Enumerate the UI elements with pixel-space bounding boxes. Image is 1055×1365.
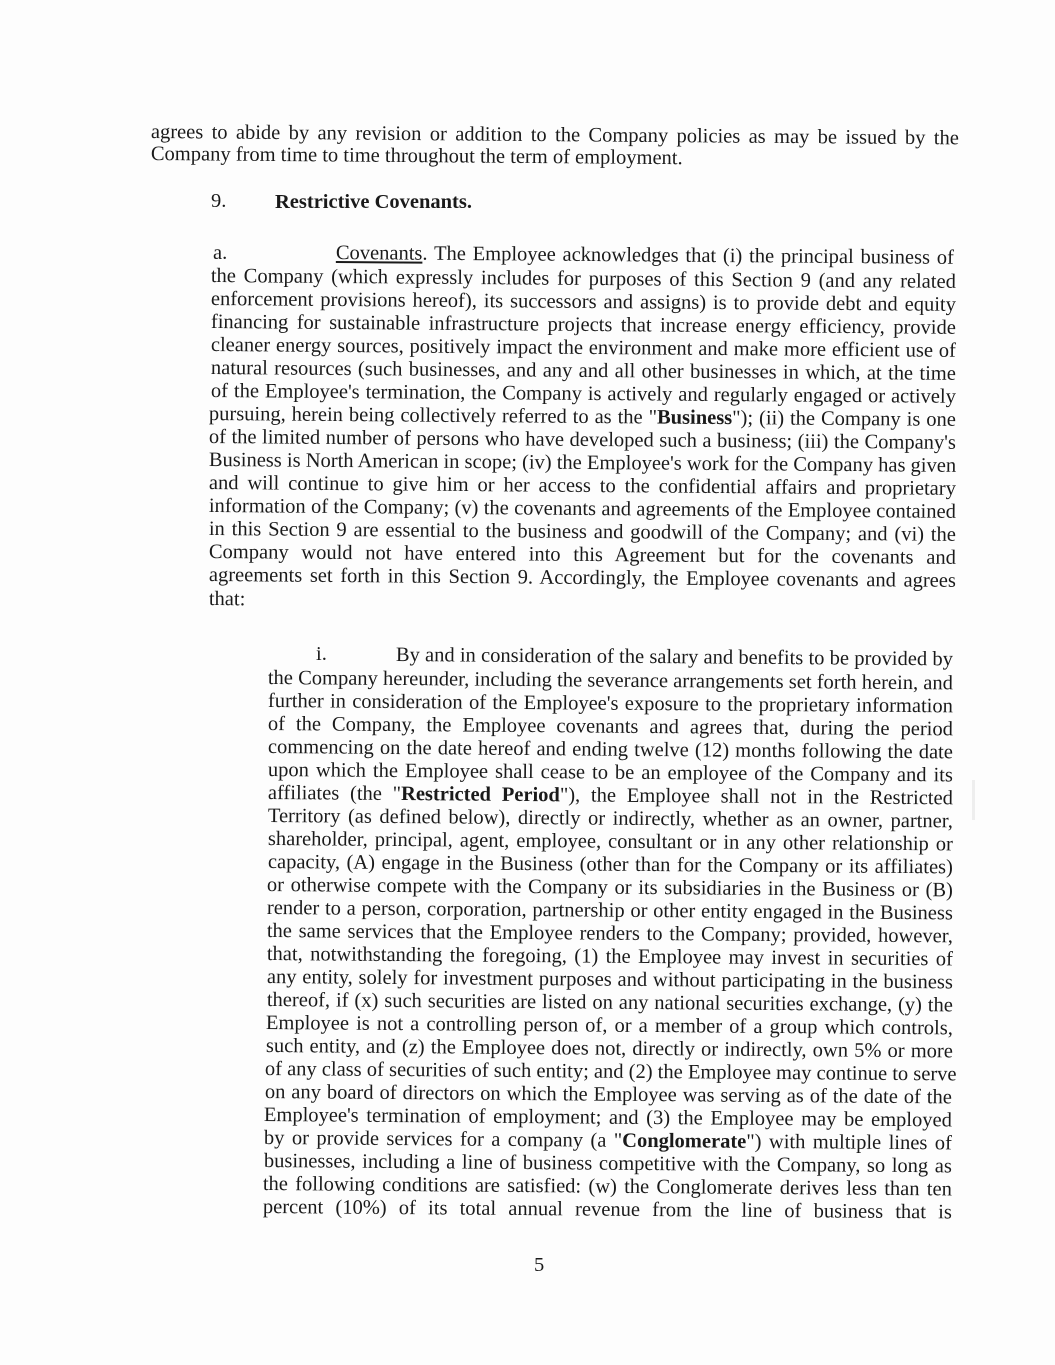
subsection-a-line: Business is North American in scope; (iv) the Employee's work for the Company has given [208,449,957,477]
subsection-a-line [336,242,954,269]
section-title: Restrictive Covenants. [275,191,472,213]
intro-line: Company from time to time throughout the term of employment. [150,143,683,170]
subsection-a-line: enforcement provisions hereof), its successors and assigns) is to provide debt and equity [210,288,956,316]
subsection-i-line: on any board of directors on which the Employee was serving as of the date of the [264,1081,952,1109]
subsection-a-line: agreements set forth in this Section 9. Accordingly, the Employee covenants and agrees [208,564,956,592]
subsection-a-line: of the Employee's termination, the Company is actively and regularly engaged or actively [210,380,956,408]
subsection-a-line: Company would not have entered into this Agreement but for the covenants and [208,541,956,569]
subsection-i-line: such entity, and (z) the Employee does not, directly or indirectly, own 5% or more [265,1035,953,1063]
subsection-i-line: the Company hereunder, including the severance arrangements set forth herein, and [267,667,953,695]
subsection-i-line: Employee is not a controlling person of, or a member of a group which controls, [265,1012,953,1040]
line-text: pursuing, herein being collectively referred to as the " [208,403,658,429]
subsection-a-heading: Covenants [335,242,423,265]
subsection-i-line: shareholder, principal, agent, employee, consultant or in any other relationship or [267,828,953,856]
intro-line: agrees to abide by any revision or addition to the Company policies as may be issued by the [150,121,959,150]
subsection-a-line: cleaner energy sources, positively impact the environment and make more efficient use of [210,334,956,362]
subsection-i-line: further in consideration of the Employee's exposure to the proprietary information [267,690,953,718]
subsection-i-line: any entity, solely for investment purposes and without participating in the business [266,966,953,994]
subsection-i-line: the following conditions are satisfied: (w) the Conglomerate derives less than ten [262,1173,952,1201]
heading-suffix: . [422,242,428,265]
subsection-a-line: in this Section 9 are essential to the business and goodwill of the Company; and (vi) the [208,518,956,546]
subsection-i-line: thereof, if (x) such securities are listed on any national securities exchange, (y) the [266,989,953,1017]
subsection-i-line: render to a person, corporation, partnership or other entity engaged in the Business [266,897,953,925]
subsection-a-line: financing for sustainable infrastructure projects that increase energy efficiency, provide [210,311,956,339]
line-text: "); (ii) the Company is one [732,407,956,431]
section-number: 9. [211,190,227,212]
subsection-a-line: natural resources (such businesses, and any and all other businesses in which, at the time [210,357,956,385]
line-text: affiliates (the " [267,782,402,806]
subsection-i-line: of the Company, the Employee covenants and agrees that, during the period [267,713,953,741]
line-text: ") with multiple lines of [746,1130,952,1155]
scan-artifact [972,780,975,820]
defined-term-restricted-period: Restricted Period [400,783,560,807]
subsection-a-line: the Company (which expressly includes for purposes of this Section 9 (and any related [210,265,956,293]
page-number: 5 [534,1254,545,1276]
subsection-a-line: information of the Company; (v) the covenants and agreements of the Employee contained [208,495,956,523]
subsection-a-line: of the limited number of persons who have developed such a business; (iii) the Company's [208,426,956,454]
subsection-i-line: the same services that the Employee renders to the Company; provided, however, [266,920,953,948]
subsection-i-line: percent (10%) of its total annual revenue from the line of business that is [262,1196,952,1224]
subsection-i-line: upon which the Employee shall cease to be an employee of the Company and its [267,759,953,787]
line-text: "), the Employee shall not in the Restricted [559,784,953,810]
subsection-a-label: a. [213,242,228,264]
defined-term-business: Business [656,406,733,430]
subsection-i-line: commencing on the date hereof and ending twelve (12) months following the date [267,736,953,764]
subsection-i-line: businesses, including a line of business competitive with the Company, so long as [263,1150,952,1178]
subsection-i-line: By and in consideration of the salary and benefits to be provided by [395,644,953,671]
line-text: by or provide services for a company (a " [263,1127,623,1152]
subsection-a-line: that: [208,588,246,611]
subsection-a-line: and will continue to give him or her access to the confidential affairs and proprietary [208,472,956,500]
subsection-i-line: Employee's termination of employment; and (3) the Employee may be employed [263,1104,952,1132]
subsection-i-label: i. [316,643,327,665]
subsection-i-line: of any class of securities of such entity; and (2) the Employee may continue to serve [264,1058,957,1086]
subsection-i-line: that, notwithstanding the foregoing, (1) the Employee may invest in securities of [266,943,953,971]
subsection-i-line: capacity, (A) engage in the Business (other than for the Company or its affiliates) [267,851,953,879]
subsection-i-line: Territory (as defined below), directly or indirectly, whether as an owner, partner, [267,805,953,833]
line-text: The Employee acknowledges that (i) the principal business of [427,242,954,269]
subsection-i-line: or otherwise compete with the Company or its subsidiaries in the Business or (B) [266,874,953,902]
defined-term-conglomerate: Conglomerate [622,1129,747,1153]
